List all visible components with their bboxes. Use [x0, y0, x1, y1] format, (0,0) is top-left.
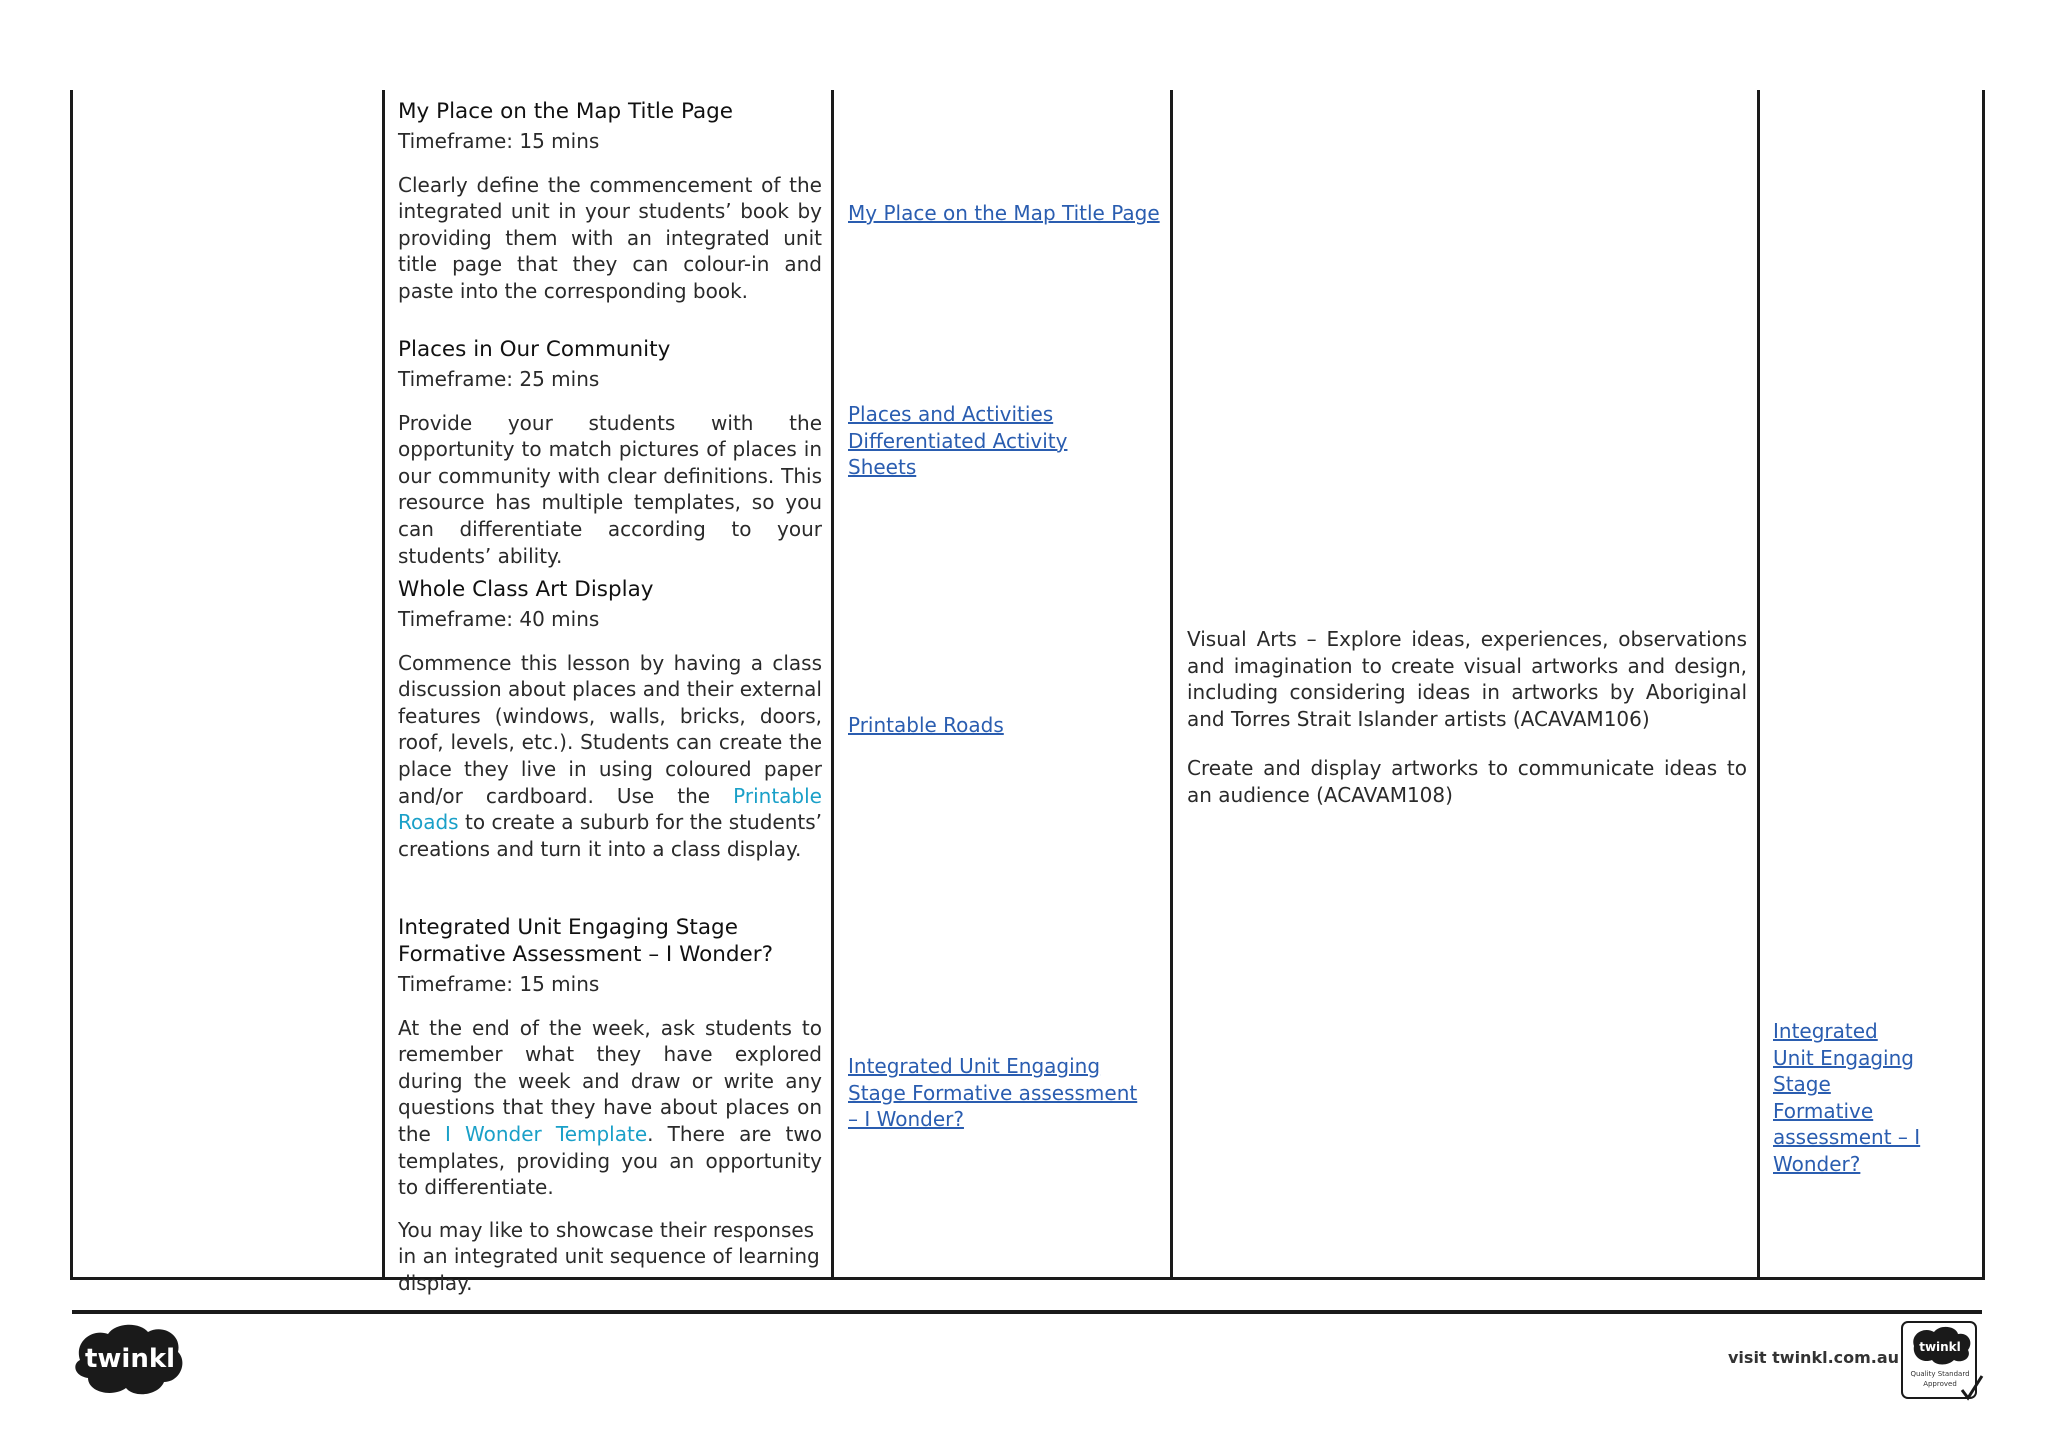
- activity-formative-assessment: [398, 914, 822, 1297]
- activity-places-in-community: [398, 336, 822, 569]
- twinkl-logo: [70, 1320, 190, 1398]
- badge-line-1: Quality Standard: [1910, 1370, 1970, 1378]
- printable-roads-inline-link[interactable]: Printable Roads: [398, 783, 822, 835]
- resource-link-printable-roads[interactable]: Printable Roads: [848, 713, 1004, 737]
- column-divider: [831, 90, 834, 1280]
- description-text: to create a suburb for the students’ creations and turn it into a class display.: [398, 810, 822, 861]
- activity-title: My Place on the Map Title Page: [398, 99, 734, 124]
- resource-link-activity-sheets[interactable]: Places and Activities Differentiated Activity Sheets: [848, 402, 1068, 480]
- activity-title: Integrated Unit Engaging Stage Formative Assessment – I Wonder?: [398, 915, 773, 967]
- curriculum-outcome: Visual Arts – Explore ideas, experiences, observations and imagination to create visual artworks and design, including considering ideas in artworks by Aboriginal and Torres Strait Islander artists (ACAVAM106): [1187, 627, 1747, 731]
- footer-rule: [72, 1310, 1982, 1314]
- activity-timeframe: Timeframe: 25 mins: [398, 367, 600, 391]
- activity-timeframe: Timeframe: 15 mins: [398, 129, 600, 153]
- description-text: . There are two templates, providing you an opportunity to differentiate.: [398, 1121, 822, 1200]
- activity-timeframe: Timeframe: 15 mins: [398, 972, 600, 996]
- activity-title: Whole Class Art Display: [398, 577, 654, 602]
- description-text: Commence this lesson by having a class discussion about places and their external features (windows, walls, bricks, doors, roof, levels, etc.). Students can create the place they live in using coloured paper and/or cardboard. Use the: [398, 650, 822, 808]
- badge-title: twinkl: [1919, 1340, 1961, 1354]
- description-text: At the end of the week, ask students to remember what they have explored during the week and draw or write any questions that they have about places on the: [398, 1015, 822, 1146]
- quality-standard-badge: [1900, 1320, 1986, 1406]
- visit-website-text: visit twinkl.com.au: [1728, 1348, 1900, 1367]
- i-wonder-template-inline-link[interactable]: I Wonder Template: [444, 1121, 648, 1146]
- activity-timeframe: Timeframe: 40 mins: [398, 607, 600, 631]
- activity-title: Places in Our Community: [398, 337, 671, 362]
- activity-title-page: [398, 98, 822, 305]
- column-divider: [1170, 90, 1173, 1280]
- resource-link-formative-assessment[interactable]: Integrated Unit Engaging Stage Formative assessment – I Wonder?: [848, 1054, 1138, 1132]
- logo-text: twinkl: [84, 1344, 176, 1374]
- activity-description: [398, 650, 822, 863]
- column-divider: [1757, 90, 1760, 1280]
- activity-art-display: [398, 576, 822, 862]
- activity-description: [398, 1015, 822, 1201]
- activity-description: Provide your students with the opportunity to match pictures of places in our community with clear definitions. This resource has multiple templates, so you can differentiate according to your students’ ability.: [398, 410, 822, 568]
- activity-description: Clearly define the commencement of the integrated unit in your students’ book by providing them with an integrated unit title page that they can colour-in and paste into the corresponding book.: [398, 172, 822, 303]
- curriculum-outcome: Create and display artworks to communicate ideas to an audience (ACAVAM108): [1187, 756, 1747, 807]
- badge-line-2: Approved: [1923, 1380, 1957, 1388]
- assessment-link[interactable]: Integrated Unit Engaging Stage Formative assessment – I Wonder?: [1773, 1019, 1921, 1176]
- resource-link-title-page[interactable]: My Place on the Map Title Page: [848, 201, 1160, 225]
- activity-description-extra: You may like to showcase their responses in an integrated unit sequence of learning display.: [398, 1217, 820, 1295]
- column-divider: [382, 90, 385, 1280]
